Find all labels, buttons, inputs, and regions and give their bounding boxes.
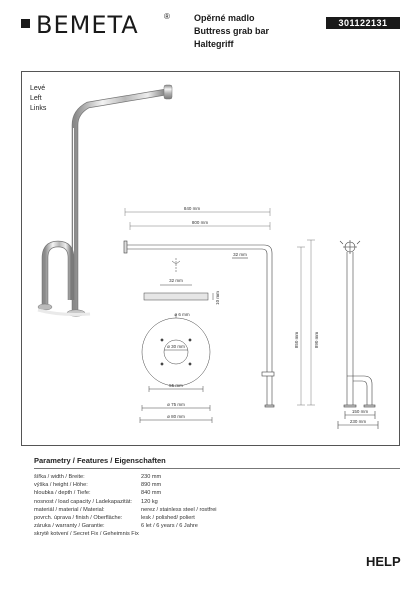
dim-230: 230 mm xyxy=(349,419,367,424)
parameters-section xyxy=(34,456,400,540)
parameter-label: záruka / warranty / Garantie: xyxy=(34,523,105,530)
parameter-row xyxy=(34,515,400,523)
orientation-cz: Levé xyxy=(30,85,46,92)
parameter-label: skrytě kotvení / Secret Fix / Geheimnis Fix xyxy=(34,531,139,538)
parameter-label: nosnost / load capacity / Ladekapazität: xyxy=(34,498,132,505)
product-title-cz: Opěrné madlo xyxy=(194,13,255,23)
parameter-value: 840 mm xyxy=(141,490,162,497)
parameter-row xyxy=(34,499,400,507)
parameters-title: Parametry / Features / Eigenschaften xyxy=(34,456,166,465)
top-dimensions xyxy=(125,208,270,230)
product-title-de: Haltegriff xyxy=(194,39,234,49)
parameter-row xyxy=(34,482,400,490)
parameter-value: 890 mm xyxy=(141,482,162,489)
parameter-label: materiál / material / Material: xyxy=(34,506,105,513)
dim-840: 840 mm xyxy=(183,206,201,211)
parameter-value: 6 let / 6 years / 6 Jahre xyxy=(141,523,198,530)
help-series-label: HELP xyxy=(366,554,401,569)
parameter-row xyxy=(34,523,400,531)
product-code: 301122131 xyxy=(326,17,400,29)
parameter-row xyxy=(34,490,400,498)
front-view xyxy=(338,240,378,429)
dim-800: 800 mm xyxy=(191,220,209,225)
dim-150: 150 mm xyxy=(351,409,369,414)
parameters-list xyxy=(34,474,400,540)
dim-6: ø 6 mm xyxy=(174,312,190,317)
parameter-value: nerez / stainless steel / rostfrei xyxy=(141,506,217,513)
parameter-label: hloubka / depth / Tiefe: xyxy=(34,490,91,497)
dim-10: 10 mm xyxy=(215,291,220,305)
parameter-row xyxy=(34,474,400,482)
dim-30: ø 30 mm xyxy=(167,344,185,349)
parameter-row xyxy=(34,531,400,539)
parameter-row xyxy=(34,507,400,515)
registered-mark: ® xyxy=(164,12,170,21)
parameter-label: výška / height / Höhe: xyxy=(34,482,88,489)
dim-32-side: 32 mm xyxy=(233,252,247,257)
parameters-divider xyxy=(34,468,400,469)
vertical-dimensions xyxy=(297,240,315,405)
product-title-en: Buttress grab bar xyxy=(194,26,270,36)
orientation-en: Left xyxy=(30,95,42,102)
product-photo xyxy=(38,85,172,316)
parameter-value: 120 kg xyxy=(141,498,158,505)
dim-32-rosette: 32 mm xyxy=(169,278,183,283)
parameter-value: lesk / polished/ poliert xyxy=(141,514,195,521)
parameter-value: 230 mm xyxy=(141,474,162,480)
orientation-de: Links xyxy=(30,105,47,112)
parameter-label: šířka / width / Breite: xyxy=(34,474,85,480)
dim-55: 55 mm xyxy=(169,383,183,388)
dim-850: 850 mm xyxy=(294,331,299,349)
dim-890: 890 mm xyxy=(314,331,319,349)
dim-75: ø 75 mm xyxy=(167,402,185,407)
dim-80: ø 80 mm xyxy=(167,414,185,419)
parameter-label: povrch. úprava / finish / Oberfläche: xyxy=(34,514,123,521)
side-view xyxy=(124,241,274,407)
brand-logo: BEMETA xyxy=(36,11,139,39)
